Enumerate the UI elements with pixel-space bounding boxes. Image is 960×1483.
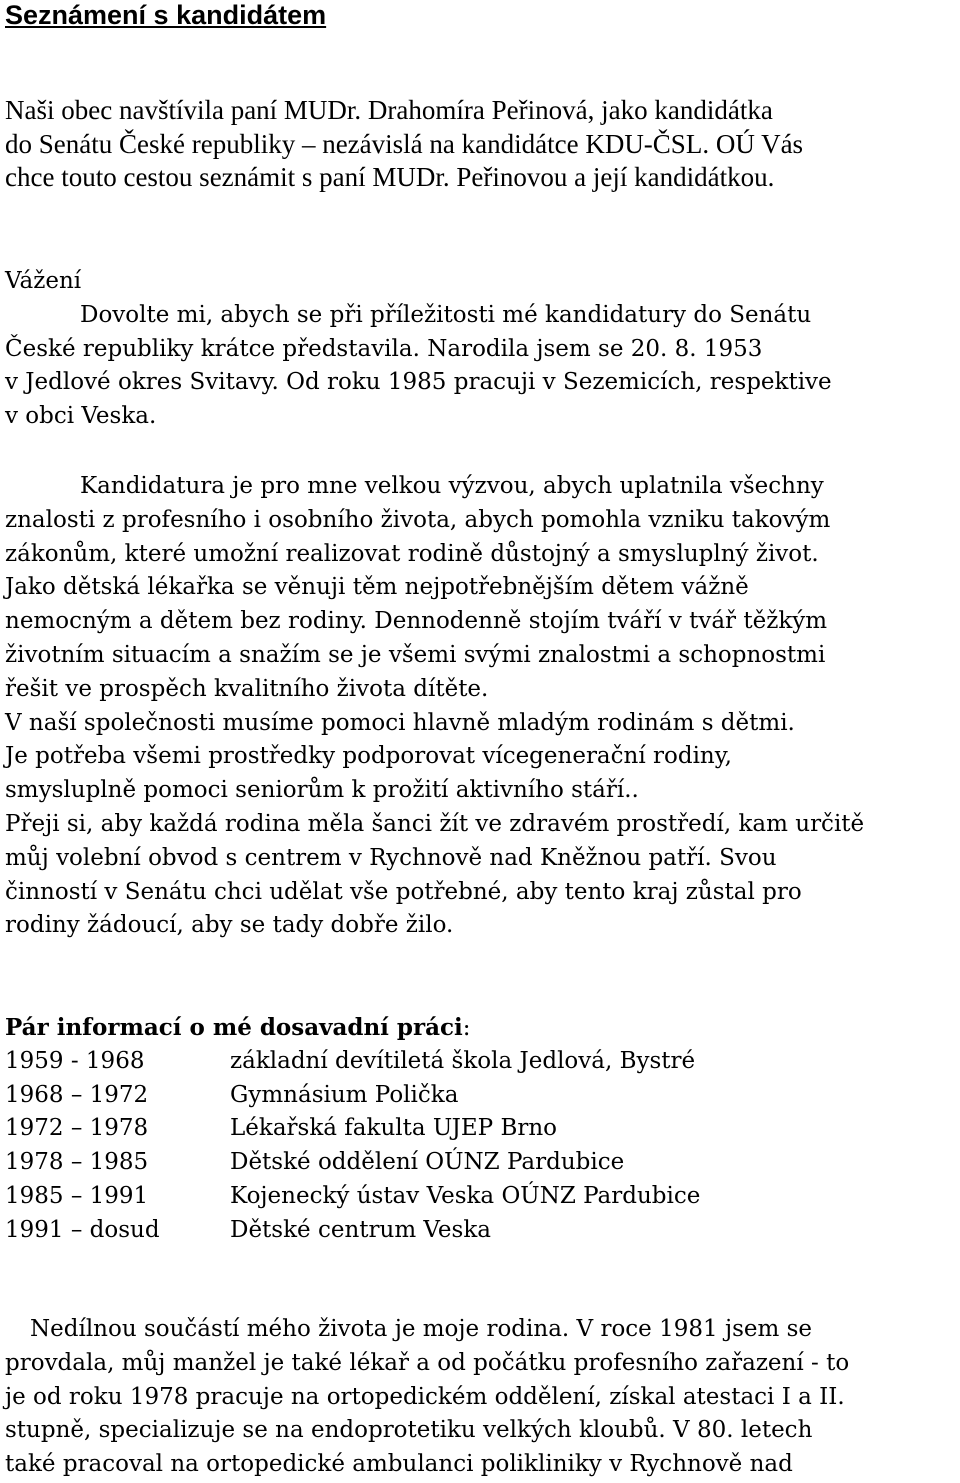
career-row xyxy=(5,1214,700,1248)
career-years: 1978 – 1985 xyxy=(5,1149,149,1176)
page-title: Seznámení s kandidátem xyxy=(5,0,327,30)
intro-line: do Senátu České republiky – nezávislá na kandidátce KDU-ČSL. OÚ Vás xyxy=(5,128,804,159)
family-line: také pracoval na ortopedické ambulanci polikliniky v Rychnově nad xyxy=(5,1451,793,1478)
career-years: 1991 – dosud xyxy=(5,1216,160,1243)
career-row xyxy=(5,1180,700,1214)
candidacy-line: rodiny žádoucí, aby se tady dobře žilo. xyxy=(5,912,454,939)
family-paragraph xyxy=(5,1313,960,1482)
candidacy-line: zákonům, které umožní realizovat rodině důstojný a smysluplný život. xyxy=(5,540,819,567)
family-line: provdala, můj manžel je také lékař a od počátku profesního zařazení - to xyxy=(5,1349,850,1376)
career-years: 1959 - 1968 xyxy=(5,1048,145,1074)
candidacy-line: životním situacím a snažím se je všemi svými znalostmi a schopnostmi xyxy=(5,641,826,668)
candidacy-line: můj volební obvod s centrem v Rychnově nad Kněžnou patří. Svou xyxy=(5,844,777,871)
career-place: Dětské centrum Veska xyxy=(230,1216,491,1243)
family-line: Nedílnou součástí mého života je moje rodina. V roce 1981 jsem se xyxy=(30,1316,813,1342)
career-row xyxy=(5,1045,700,1079)
intro-line: chce touto cestou seznámit s paní MUDr. Peřinovou a její kandidátkou. xyxy=(5,162,775,192)
greeting-paragraph xyxy=(5,265,960,434)
candidacy-line: řešit ve prospěch kvalitního života dítěte. xyxy=(5,675,489,702)
career-place: Dětské oddělení OÚNZ Pardubice xyxy=(230,1149,625,1176)
career-heading-text: Pár informací o mé dosavadní práci xyxy=(5,1014,463,1041)
candidacy-paragraph xyxy=(5,470,960,943)
career-place: Gymnásium Polička xyxy=(230,1081,459,1108)
career-place: Lékařská fakulta UJEP Brno xyxy=(230,1115,558,1142)
candidacy-line: Je potřeba všemi prostředky podporovat vícegenerační rodiny, xyxy=(5,743,732,770)
career-history-table xyxy=(5,1045,700,1247)
candidacy-line: smysluplně pomoci seniorům k prožití aktivního stáří.. xyxy=(5,777,639,804)
career-row xyxy=(5,1146,700,1180)
candidacy-line: znalosti z profesního i osobního života, abych pomohla vzniku takovým xyxy=(5,506,831,533)
career-years: 1972 – 1978 xyxy=(5,1115,149,1142)
candidacy-line: Kandidatura je pro mne velkou výzvou, abych uplatnila všechny xyxy=(80,473,824,499)
career-row xyxy=(5,1079,700,1113)
candidacy-line: Přeji si, aby každá rodina měla šanci žít ve zdravém prostředí, kam určitě xyxy=(5,810,865,837)
career-place: Kojenecký ústav Veska OÚNZ Pardubice xyxy=(230,1182,701,1209)
greeting-line: v obci Veska. xyxy=(5,403,157,430)
document-page xyxy=(5,0,960,1478)
career-place: základní devítiletá škola Jedlová, Bystré xyxy=(230,1048,696,1074)
candidacy-line: činností v Senátu chci udělat vše potřebné, aby tento kraj zůstal pro xyxy=(5,878,802,905)
intro-line: Naši obec navštívila paní MUDr. Drahomíra Peřinová, jako kandidátka xyxy=(5,95,773,125)
greeting-line: České republiky krátce představila. Narodila jsem se 20. 8. 1953 xyxy=(5,335,763,362)
career-years: 1968 – 1972 xyxy=(5,1081,149,1108)
career-years: 1985 – 1991 xyxy=(5,1182,149,1209)
candidacy-line: nemocným a dětem bez rodiny. Dennodenně stojím tváří v tvář těžkým xyxy=(5,608,828,635)
candidacy-line: V naší společnosti musíme pomoci hlavně mladým rodinám s dětmi. xyxy=(5,709,795,736)
career-heading-colon: : xyxy=(462,1015,471,1041)
greeting-salutation: Vážení xyxy=(5,268,82,294)
career-row xyxy=(5,1112,700,1146)
family-line: je od roku 1978 pracuje na ortopedickém oddělení, získal atestaci I a II. xyxy=(5,1383,845,1410)
family-line: stupně, specializuje se na endoprotetiku velkých kloubů. V 80. letech xyxy=(5,1417,813,1444)
greeting-line: Dovolte mi, abych se při příležitosti mé kandidatury do Senátu xyxy=(80,301,812,328)
career-heading xyxy=(5,1011,960,1045)
candidacy-line: Jako dětská lékařka se věnuji těm nejpotřebnějším dětem vážně xyxy=(5,574,749,601)
greeting-line: v Jedlové okres Svitavy. Od roku 1985 pracuji v Sezemicích, respektive xyxy=(5,369,832,396)
intro-paragraph xyxy=(5,94,960,195)
